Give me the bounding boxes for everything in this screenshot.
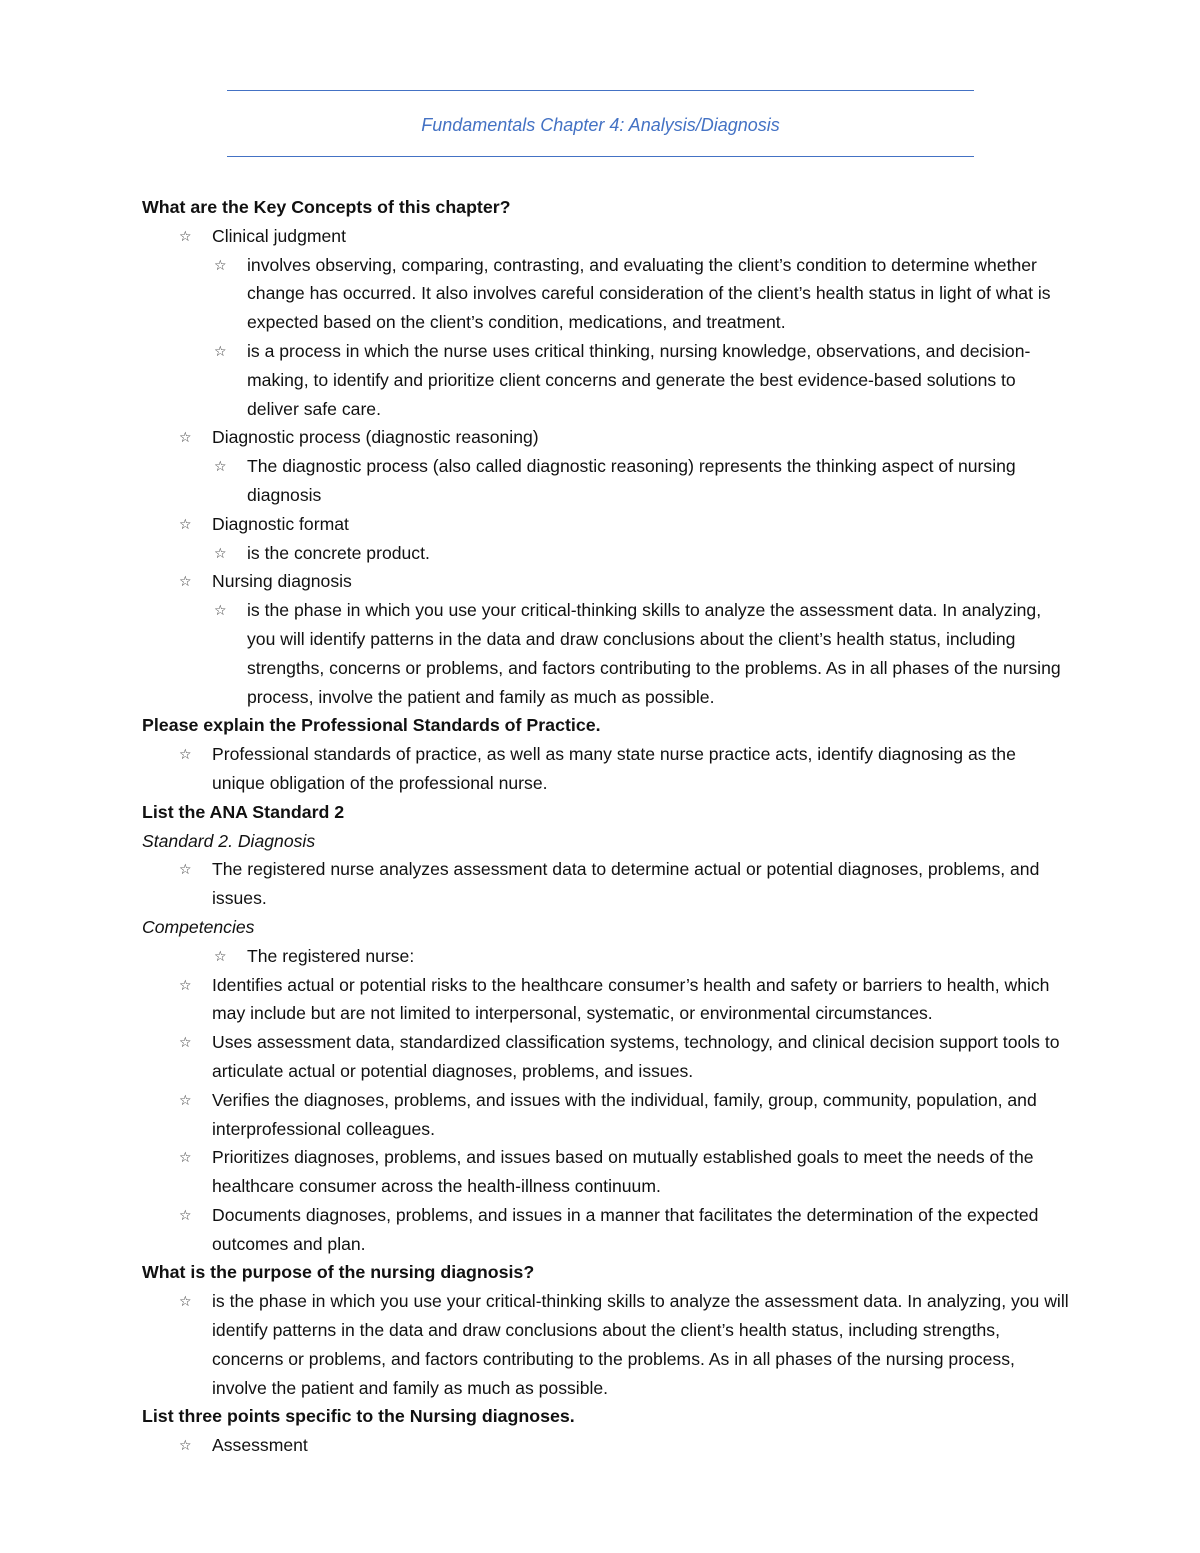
list-item-text: Diagnostic process (diagnostic reasoning) <box>212 427 539 448</box>
list-item <box>142 971 1072 1029</box>
professional-standards-list <box>142 740 1072 798</box>
purpose-list <box>142 1287 1072 1402</box>
heading-purpose: What is the purpose of the nursing diagnosis? <box>142 1262 535 1283</box>
standard-list <box>142 855 1072 913</box>
list-item <box>142 452 1072 510</box>
list-item-text: Prioritizes diagnoses, problems, and issues based on mutually established goals to meet the needs of the healthcare consumer across the health-illness continuum. <box>212 1147 1034 1197</box>
star-outline-icon: ☆ <box>179 1206 192 1223</box>
list-item-text: is the concrete product. <box>247 542 430 563</box>
star-outline-icon: ☆ <box>179 861 192 878</box>
list-item <box>142 423 1072 452</box>
list-item-text: Uses assessment data, standardized classification systems, technology, and clinical decision support tools to articulate actual or potential diagnoses, problems, and issues. <box>212 1032 1060 1081</box>
star-outline-icon: ☆ <box>214 342 227 359</box>
list-item-text: Verifies the diagnoses, problems, and issues with the individual, family, group, community, population, and interprofessional colleagues. <box>212 1089 1037 1139</box>
competencies-label: Competencies <box>142 916 255 937</box>
standard-label: Standard 2. Diagnosis <box>142 830 316 851</box>
heading-three-points: List three points specific to the Nursing diagnoses. <box>142 1406 575 1427</box>
list-item <box>142 1143 1072 1201</box>
three-points-list <box>142 1431 1072 1460</box>
star-outline-icon: ☆ <box>179 1091 192 1108</box>
list-item-text: The registered nurse analyzes assessment data to determine actual or potential diagnoses, problems, and issues. <box>212 859 1040 909</box>
list-item-text: The registered nurse: <box>247 945 415 966</box>
list-item <box>142 337 1072 423</box>
list-item-text: Professional standards of practice, as well as many state nurse practice acts, identify diagnosing as the unique obligation of the professional nurse. <box>212 744 1016 793</box>
list-item-text: Clinical judgment <box>212 225 346 246</box>
star-outline-icon: ☆ <box>179 1034 192 1051</box>
list-item <box>142 1201 1072 1259</box>
star-outline-icon: ☆ <box>214 947 227 964</box>
list-item-text: The diagnostic process (also called diagnostic reasoning) represents the thinking aspect of nursing diagnosis <box>247 456 1016 505</box>
list-item <box>142 1431 1072 1460</box>
list-item <box>142 1028 1072 1086</box>
list-item-text: is the phase in which you use your critical-thinking skills to analyze the assessment data. In analyzing, you will identify patterns in the data and draw conclusions about the client’s health status, including strengths, concerns or problems, and factors contributing to the problems. As in all phases of the nursing process, involve the patient and family as much as possible. <box>247 600 1061 707</box>
list-item <box>142 567 1072 596</box>
star-outline-icon: ☆ <box>179 573 192 590</box>
heading-ana-standard: List the ANA Standard 2 <box>142 801 345 822</box>
star-outline-icon: ☆ <box>179 1149 192 1166</box>
list-item <box>142 1086 1072 1144</box>
star-outline-icon: ☆ <box>179 515 192 532</box>
list-item-text: Diagnostic format <box>212 513 349 534</box>
title-rule-top <box>227 90 974 91</box>
star-outline-icon: ☆ <box>179 976 192 993</box>
list-item <box>142 596 1072 711</box>
list-item-text: is the phase in which you use your critical-thinking skills to analyze the assessment data. In analyzing, you will identify patterns in the data and draw conclusions about the client’s health status, including strengths, concerns or problems, and factors contributing to the problems. As in all phases of the nursing process, involve the patient and family as much as possible. <box>212 1291 1069 1398</box>
list-item-text: Identifies actual or potential risks to the healthcare consumer’s health and safety or barriers to health, which may include but are not limited to interpersonal, systematic, or environmental circumstances. <box>212 974 1050 1024</box>
document-body <box>142 193 1072 1460</box>
star-outline-icon: ☆ <box>214 602 227 619</box>
list-item-text: involves observing, comparing, contrasting, and evaluating the client’s condition to determine whether change has occurred. It also involves careful consideration of the client’s health status in light of what is expected based on the client’s condition, medications, and treatment. <box>247 254 1051 333</box>
list-item <box>142 222 1072 251</box>
star-outline-icon: ☆ <box>179 429 192 446</box>
star-outline-icon: ☆ <box>179 1437 192 1454</box>
list-item-text: Assessment <box>212 1435 308 1456</box>
list-item <box>142 942 1072 971</box>
star-outline-icon: ☆ <box>179 1293 192 1310</box>
star-outline-icon: ☆ <box>214 256 227 273</box>
title-rule-bottom <box>227 156 974 157</box>
list-item-text: Documents diagnoses, problems, and issues in a manner that facilitates the determination of the expected outcomes and plan. <box>212 1204 1039 1254</box>
list-item <box>142 740 1072 798</box>
list-item <box>142 510 1072 539</box>
star-outline-icon: ☆ <box>214 458 227 475</box>
heading-key-concepts: What are the Key Concepts of this chapter? <box>142 197 511 217</box>
heading-professional-standards: Please explain the Professional Standards of Practice. <box>142 715 601 736</box>
list-item <box>142 539 1072 568</box>
key-concepts-list <box>142 222 1072 712</box>
list-item <box>142 1287 1072 1402</box>
list-item-text: is a process in which the nurse uses critical thinking, nursing knowledge, observations, and decision-making, to identify and prioritize client concerns and generate the best evidence-based solutions to deliver safe care. <box>247 340 1031 419</box>
list-item <box>142 855 1072 913</box>
star-outline-icon: ☆ <box>179 746 192 763</box>
star-outline-icon: ☆ <box>179 227 192 244</box>
competencies-list <box>142 942 1072 1259</box>
list-item-text: Nursing diagnosis <box>212 571 352 592</box>
list-item <box>142 251 1072 337</box>
document-title: Fundamentals Chapter 4: Analysis/Diagnosis <box>421 115 780 135</box>
star-outline-icon: ☆ <box>214 544 227 561</box>
